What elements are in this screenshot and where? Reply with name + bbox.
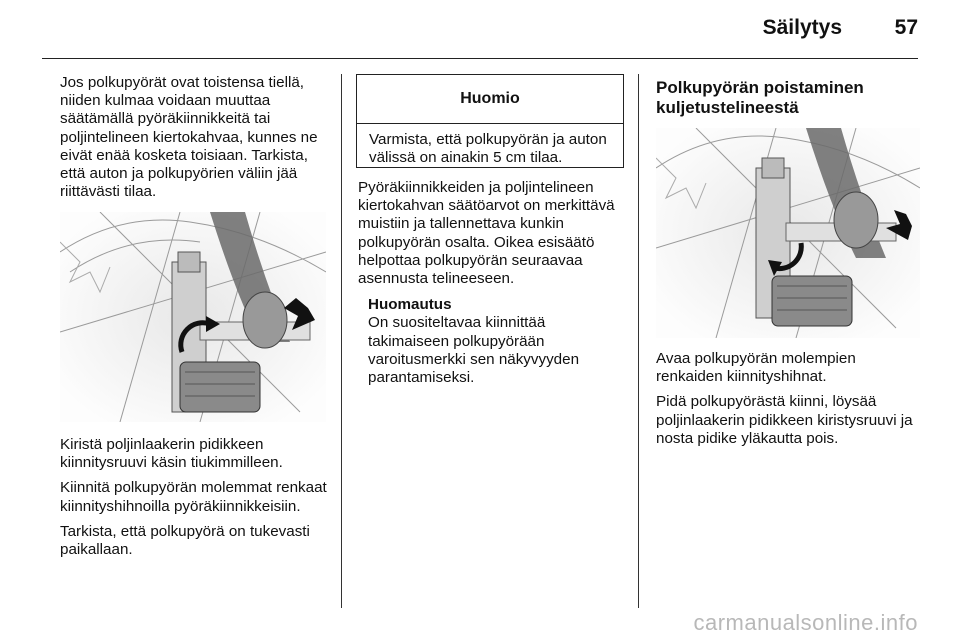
remark-body: On suositeltavaa kiinnittää takimaiseen polkupyörään varoitusmerkki sen näkyvyyden parantamiseksi. [368, 314, 580, 387]
section-title: Säilytys [762, 16, 842, 39]
paragraph-tighten-screw: Kiristä poljinlaakerin pidikkeen kiinnitysruuvi käsin tiukimmilleen. [60, 436, 283, 472]
paragraph-fasten-straps: Kiinnitä polkupyörän molemmat renkaat kiinnityshihnoilla pyöräkiinnikkeisiin. [60, 479, 327, 515]
column-divider-1 [341, 74, 342, 608]
header-rule [42, 58, 918, 59]
illustration-loosen-pedal-holder [656, 128, 920, 338]
column-3-heading [656, 78, 926, 118]
caution-body: Varmista, että polkupyörän ja auton välissä on ainakin 5 cm tilaa. [369, 131, 607, 167]
page-header [0, 0, 960, 62]
paragraph-open-straps: Avaa polkupyörän molempien renkaiden kiinnityshihnat. [656, 350, 856, 386]
page-number: 57 [894, 16, 918, 39]
paragraph-loosen-screw: Pidä polkupyörästä kiinni, löysää poljinlaakerin pidikkeen kiristysruuvi ja nosta pidike yläkautta pois. [656, 393, 913, 447]
column-divider-2 [638, 74, 639, 608]
caution-box [356, 74, 624, 168]
column-1-steps [60, 436, 328, 559]
paragraph-adjustment-values: Pyöräkiinnikkeiden ja poljintelineen kiertokahvan säätöarvot on merkittävä muistiin ja tallennettava kunkin polkupyörän osalta. Oikea esisäätö helpottaa polkupyörän seuraavaa asennusta telineeseen. [358, 179, 615, 288]
illustration-tighten-pedal-holder [60, 212, 326, 422]
column-2-text [358, 179, 624, 387]
remark-title: Huomautus [368, 296, 452, 314]
column-3-steps [656, 350, 926, 448]
paragraph-adjust-angle: Jos polkupyörät ovat toistensa tiellä, niiden kulmaa voidaan muuttaa säätämällä pyöräkiinnikkeitä tai poljintelineen kiertokahvaa, kunnes ne eivät enää kosketa toisiaan. Tarkista, että auton ja polkupyörien väliin jää riittävästi tilaa. [60, 74, 318, 201]
watermark: carmanualsonline.info [693, 610, 918, 635]
paragraph-check-secure: Tarkista, että polkupyörä on tukevasti paikallaan. [60, 522, 310, 559]
caution-title: Huomio [357, 75, 623, 124]
removal-heading: Polkupyörän poistaminen kuljetustelineestä [656, 78, 864, 117]
column-1-intro [60, 74, 328, 201]
remark-block [358, 296, 624, 387]
